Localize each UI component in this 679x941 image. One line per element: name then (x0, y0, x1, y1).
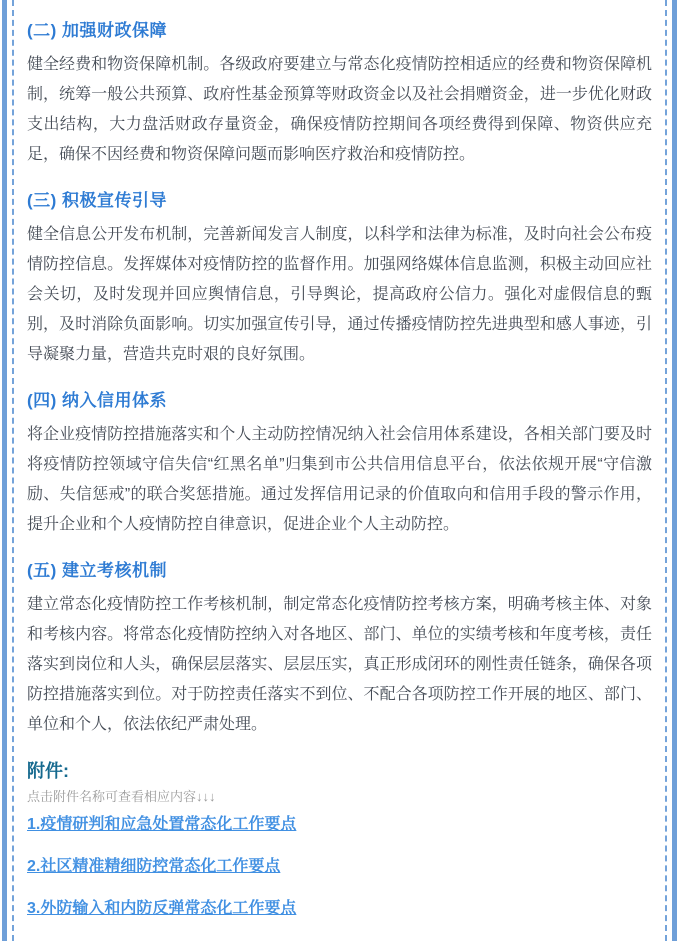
left-solid-border (2, 0, 7, 941)
section-paragraph-credit: 将企业疫情防控措施落实和个人主动防控情况纳入社会信用体系建设，各相关部门要及时将疫情防控领域守信失信“红黑名单”归集到市公共信用信息平台，依法依规开展“守信激励、失信惩戒”的联合奖惩措施。通过发挥信用记录的价值取向和信用手段的警示作用，提升企业和个人疫情防控自律意识，促进企业个人主动防控。 (27, 426, 652, 533)
right-solid-border (672, 0, 677, 941)
section-paragraph-finance: 健全经费和物资保障机制。各级政府要建立与常态化疫情防控相适应的经费和物资保障机制，统筹一般公共预算、政府性基金预算等财政资金以及社会捐赠资金，进一步优化财政支出结构，大力盘活财政存量资金，确保疫情防控期间各项经费得到保障、物资供应充足，确保不因经费和物资保障问题而影响医疗救治和疫情防控。 (27, 56, 652, 163)
section-heading-credit: (四) 纳入信用体系 (27, 391, 168, 410)
section-publicity (27, 190, 652, 370)
section-finance (27, 20, 652, 170)
attachment-link-2[interactable]: 2.社区精准精细防控常态化工作要点 (27, 858, 281, 875)
right-dashed-border (665, 0, 667, 941)
attachments-hint: 点击附件名称可查看相应内容↓↓↓ (27, 789, 216, 804)
attachment-link-3[interactable]: 3.外防输入和内防反弹常态化工作要点 (27, 900, 297, 917)
section-credit (27, 390, 652, 540)
attachment-link-1[interactable]: 1.疫情研判和应急处置常态化工作要点 (27, 816, 297, 833)
article-content (14, 0, 665, 941)
attachments-block (27, 760, 652, 919)
attachments-heading: 附件: (27, 761, 69, 781)
section-assessment (27, 560, 652, 740)
section-paragraph-assessment: 建立常态化疫情防控工作考核机制，制定常态化疫情防控考核方案，明确考核主体、对象和考核内容。将常态化疫情防控纳入对各地区、部门、单位的实绩考核和年度考核，责任落实到岗位和人头，确保层层落实、层层压实，真正形成闭环的刚性责任链条，确保各项防控措施落实到位。对于防控责任落实不到位、不配合各项防控工作开展的地区、部门、单位和个人，依法依纪严肃处理。 (27, 596, 652, 733)
section-paragraph-publicity: 健全信息公开发布机制，完善新闻发言人制度，以科学和法律为标准，及时向社会公布疫情防控信息。发挥媒体对疫情防控的监督作用。加强网络媒体信息监测，积极主动回应社会关切，及时发现并回应舆情信息，引导舆论，提高政府公信力。强化对虚假信息的甄别，及时消除负面影响。切实加强宣传引导，通过传播疫情防控先进典型和感人事迹，引导凝聚力量，营造共克时艰的良好氛围。 (27, 226, 652, 363)
section-heading-publicity: (三) 积极宣传引导 (27, 191, 168, 210)
section-heading-assessment: (五) 建立考核机制 (27, 561, 168, 580)
section-heading-finance: (二) 加强财政保障 (27, 21, 168, 40)
